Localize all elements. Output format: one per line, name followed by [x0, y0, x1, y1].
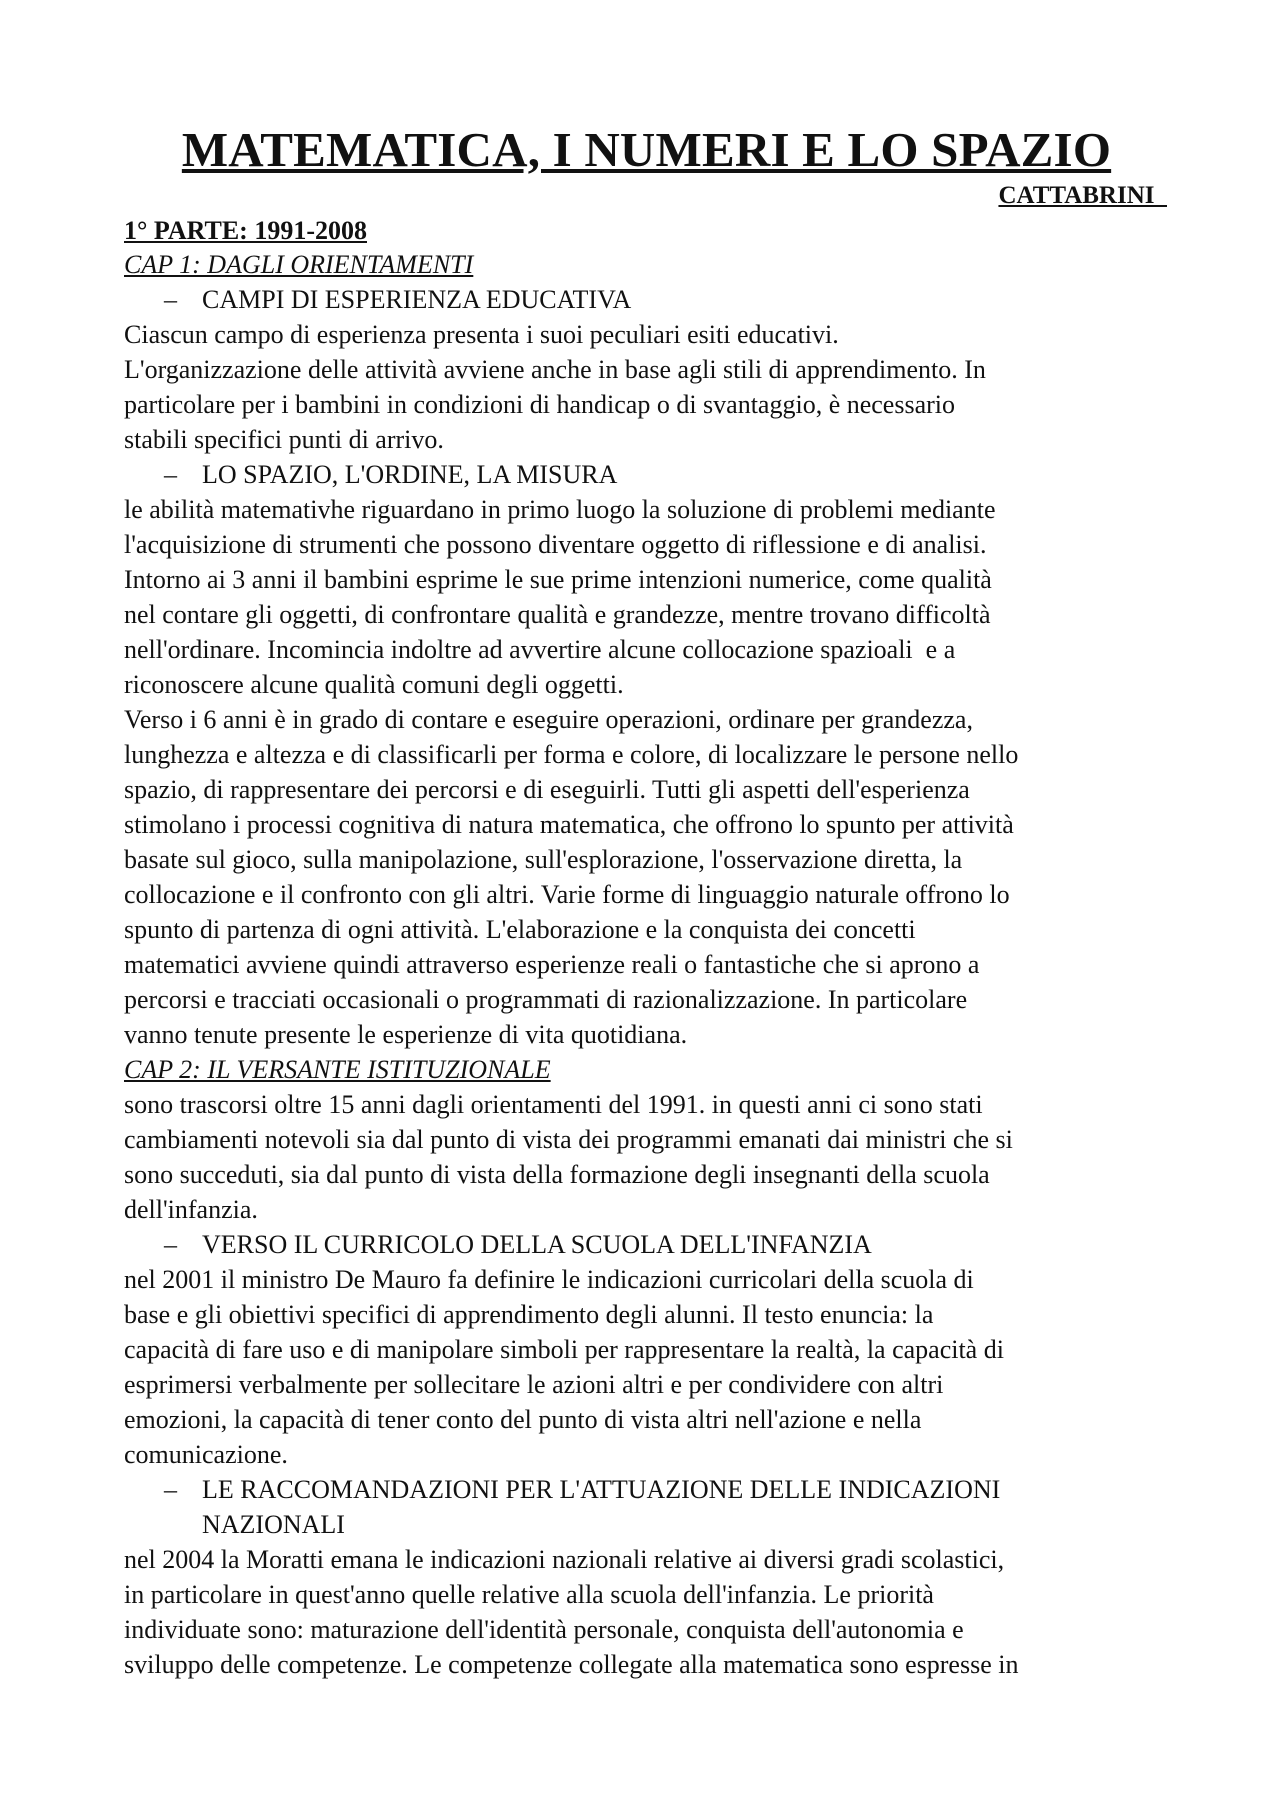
section-heading-campi	[124, 282, 1169, 317]
part-heading: 1° PARTE: 1991-2008	[124, 216, 367, 245]
paragraph-campi: Ciascun campo di esperienza presenta i suoi peculiari esiti educativi. L'organizzazione delle attività avviene anche in base agli stili di apprendimento. In particolare per i bambini in condizioni di handicap o di svantaggio, è necessario stabili specifici punti di arrivo.	[124, 320, 986, 454]
document-page	[124, 120, 1169, 1682]
section-heading-raccomandazioni	[124, 1472, 1169, 1542]
dash-marker: –	[164, 285, 177, 314]
section-heading-text: CAMPI DI ESPERIENZA EDUCATIVA	[202, 285, 632, 314]
dash-marker: –	[164, 1475, 177, 1504]
chapter-2-heading: CAP 2: IL VERSANTE ISTITUZIONALE	[124, 1055, 551, 1084]
dash-marker: –	[164, 460, 177, 489]
section-heading-text: VERSO IL CURRICOLO DELLA SCUOLA DELL'INFANZIA	[202, 1230, 872, 1259]
section-heading-curricolo	[124, 1227, 1169, 1262]
chapter-1-heading: CAP 1: DAGLI ORIENTAMENTI	[124, 250, 474, 279]
dash-marker: –	[164, 1230, 177, 1259]
section-heading-spazio	[124, 457, 1169, 492]
paragraph-curricolo: nel 2001 il ministro De Mauro fa definire le indicazioni curricolari della scuola di base e gli obiettivi specifici di apprendimento degli alunni. Il testo enuncia: la capacità di fare uso e di manipolare simboli per rappresentare la realtà, la capacità di esprimersi verbalmente per sollecitare le azioni altri e per condividere con altri emozioni, la capacità di tener conto del punto di vista altri nell'azione e nella comunicazione.	[124, 1265, 1004, 1469]
paragraph-spazio-1: le abilità matemativhe riguardano in primo luogo la soluzione di problemi mediante l'acquisizione di strumenti che possono diventare oggetto di riflessione e di analisi. Intorno ai 3 anni il bambini esprime le sue prime intenzioni numerice, come qualità nel contare gli oggetti, di confrontare qualità e grandezze, mentre trovano difficoltà nell'ordinare. Incomincia indoltre ad avvertire alcune collocazione spazioali e a riconoscere alcune qualità comuni degli oggetti.	[124, 495, 996, 699]
paragraph-raccomandazioni: nel 2004 la Moratti emana le indicazioni nazionali relative ai diversi gradi scolastici, in particolare in quest'anno quelle relative alla scuola dell'infanzia. Le priorità individuate sono: maturazione dell'identità personale, conquista dell'autonomia e sviluppo delle competenze. Le competenze collegate alla matematica sono espresse in	[124, 1545, 1019, 1679]
section-heading-text: LE RACCOMANDAZIONI PER L'ATTUAZIONE DELLE INDICAZIONI NAZIONALI	[202, 1475, 1001, 1539]
section-heading-text: LO SPAZIO, L'ORDINE, LA MISURA	[202, 460, 618, 489]
author-name: CATTABRINI	[998, 182, 1155, 209]
paragraph-chapter-2-intro: sono trascorsi oltre 15 anni dagli orientamenti del 1991. in questi anni ci sono stati cambiamenti notevoli sia dal punto di vista dei programmi emanati dai ministri che si sono succeduti, sia dal punto di vista della formazione degli insegnanti della scuola dell'infanzia.	[124, 1090, 1013, 1224]
document-title: MATEMATICA, I NUMERI E LO SPAZIO	[181, 122, 1112, 177]
paragraph-spazio-2: Verso i 6 anni è in grado di contare e eseguire operazioni, ordinare per grandezza, lunghezza e altezza e di classificarli per forma e colore, di localizzare le persone nello spazio, di rappresentare dei percorsi e di eseguirli. Tutti gli aspetti dell'esperienza stimolano i processi cognitiva di natura matematica, che offrono lo spunto per attività basate sul gioco, sulla manipolazione, sull'esplorazione, l'osservazione diretta, la collocazione e il confronto con gli altri. Varie forme di linguaggio naturale offrono lo spunto di partenza di ogni attività. L'elaborazione e la conquista dei concetti matematici avviene quindi attraverso esperienze reali o fantastiche che si aprono a percorsi e tracciati occasionali o programmati di razionalizzazione. In particolare vanno tenute presente le esperienze di vita quotidiana.	[124, 705, 1019, 1049]
